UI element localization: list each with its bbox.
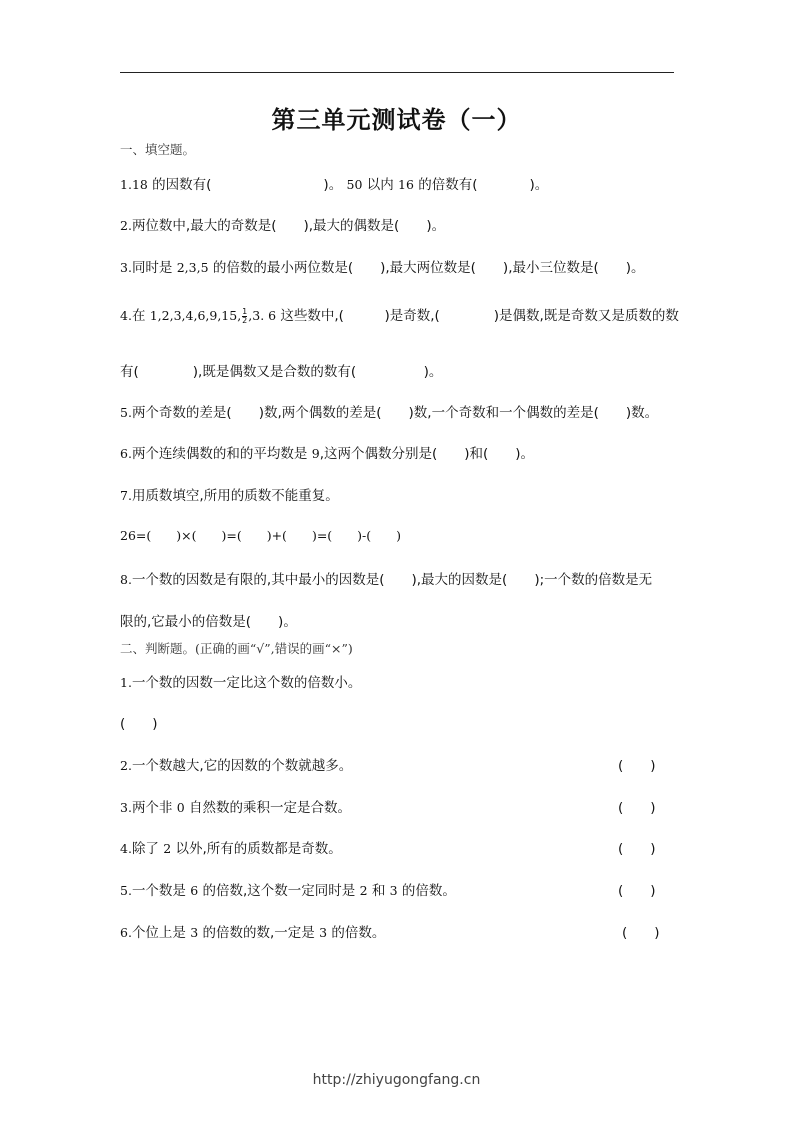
section-heading-fill: 一、填空题。	[120, 142, 196, 157]
question-3	[120, 256, 680, 276]
question-number: 3.	[120, 800, 132, 815]
number-0: 0	[176, 800, 185, 815]
question-1	[120, 173, 680, 193]
number-50: 50	[346, 177, 363, 192]
question-text: 一个数是	[131, 883, 186, 899]
number-list: 2,3,5	[176, 260, 209, 275]
question-7	[120, 484, 680, 504]
question-number: 5.	[120, 405, 132, 420]
number-3: 3	[319, 925, 328, 940]
question-text: 自然数的乘积一定是合数。	[188, 800, 351, 816]
question-text: 限的,它最小的倍数是( )。	[120, 614, 297, 630]
fraction-one-half	[242, 308, 247, 325]
question-text: 的倍数的数,一定是	[202, 925, 315, 941]
question-text: 有( ),既是偶数又是合数的数有( )。	[120, 364, 443, 380]
question-text: 用质数填空,所用的质数不能重复。	[131, 488, 339, 504]
question-text: 的因数有(	[152, 177, 212, 193]
judge-question-2	[120, 754, 680, 774]
question-number: 2.	[120, 218, 132, 233]
question-4	[120, 304, 680, 325]
number-3: 3	[389, 883, 398, 898]
judge-question-1	[120, 671, 680, 691]
question-text: 和	[371, 883, 386, 899]
question-text: 的倍数。	[331, 925, 386, 941]
question-text: ,这两个偶数分别是( )和( )。	[319, 446, 535, 462]
section-heading-judge: 二、判断题。(正确的画“√”,错误的画“×”)	[120, 641, 353, 656]
question-text: 一个数越大,它的因数的个数就越多。	[131, 758, 353, 774]
question-text: 除了	[131, 841, 159, 857]
question-number: 5.	[120, 883, 132, 898]
question-8-continued	[120, 610, 680, 630]
question-number: 4.	[120, 841, 132, 856]
header-rule	[120, 72, 674, 73]
question-text: 的倍数,这个数一定同时是	[202, 883, 356, 899]
judge-question-6	[120, 921, 680, 941]
number-16: 16	[398, 177, 414, 192]
question-number: 1.	[120, 177, 132, 192]
question-text: 以外,所有的质数都是奇数。	[175, 841, 342, 857]
question-text: 两个奇数的差是( )数,两个偶数的差是( )数,一个奇数和一个偶数的差是( )数。	[131, 405, 659, 421]
footer-url[interactable]: http://zhiyugongfang.cn	[312, 1072, 481, 1088]
question-text: 一个数的因数一定比这个数的倍数小。	[131, 675, 362, 691]
number-9: 9	[311, 446, 320, 461]
question-number: 7.	[120, 488, 132, 503]
question-number: 1.	[120, 675, 132, 690]
question-text: 的倍数的最小两位数是( ),最大两位数是( ),最小三位数是( )。	[212, 260, 645, 276]
answer-parentheses[interactable]: ( )	[618, 841, 656, 857]
judge-question-3	[120, 796, 680, 816]
question-4-continued	[120, 360, 680, 380]
fraction-numerator: 1	[242, 306, 248, 316]
question-5	[120, 401, 680, 421]
question-text: 以内	[366, 177, 394, 193]
number-18: 18	[131, 177, 148, 192]
question-number: 6.	[120, 446, 132, 461]
number-3: 3	[190, 925, 199, 940]
question-text: )。	[529, 177, 549, 193]
question-text: 两个连续偶数的和的平均数是	[131, 446, 308, 462]
number-2: 2	[163, 841, 172, 856]
question-number: 4.	[120, 308, 132, 323]
judge-question-4	[120, 837, 680, 857]
answer-parentheses[interactable]: ( )	[622, 925, 660, 941]
question-6	[120, 442, 680, 462]
question-text: 这些数中,( )是奇数,( )是偶数,既是奇数又是质数的数	[280, 308, 679, 324]
question-text: 两个非	[131, 800, 173, 816]
equation-line: 26=( )×( )=( )+( )=( )-( )	[120, 528, 402, 543]
question-text: 两位数中,最大的奇数是( ),最大的偶数是( )。	[131, 218, 446, 234]
number-list: 1,2,3,4,6,9,15,	[149, 308, 242, 323]
question-number: 3.	[120, 260, 132, 275]
answer-parentheses[interactable]: ( )	[120, 716, 158, 732]
question-number: 8.	[120, 572, 132, 587]
fraction-denominator: 2	[242, 315, 248, 325]
number-6: 6	[190, 883, 199, 898]
judge-question-5	[120, 879, 680, 899]
page-title: 第三单元测试卷（一）	[271, 106, 522, 134]
question-text: )。	[323, 177, 343, 193]
answer-parentheses[interactable]: ( )	[618, 758, 656, 774]
question-text: 个位上是	[131, 925, 186, 941]
question-text: 的倍数有(	[418, 177, 478, 193]
number-2: 2	[359, 883, 368, 898]
question-8	[120, 568, 680, 588]
question-text: 同时是	[131, 260, 173, 276]
answer-parentheses[interactable]: ( )	[618, 800, 656, 816]
question-number: 2.	[120, 758, 132, 773]
question-2	[120, 214, 680, 234]
question-number: 6.	[120, 925, 132, 940]
number-3-6: ,3. 6	[248, 308, 277, 323]
question-text: 的倍数。	[401, 883, 456, 899]
question-text: 在	[131, 308, 146, 324]
answer-parentheses[interactable]: ( )	[618, 883, 656, 899]
question-text: 一个数的因数是有限的,其中最小的因数是( ),最大的因数是( );一个数的倍数是无	[131, 572, 653, 588]
